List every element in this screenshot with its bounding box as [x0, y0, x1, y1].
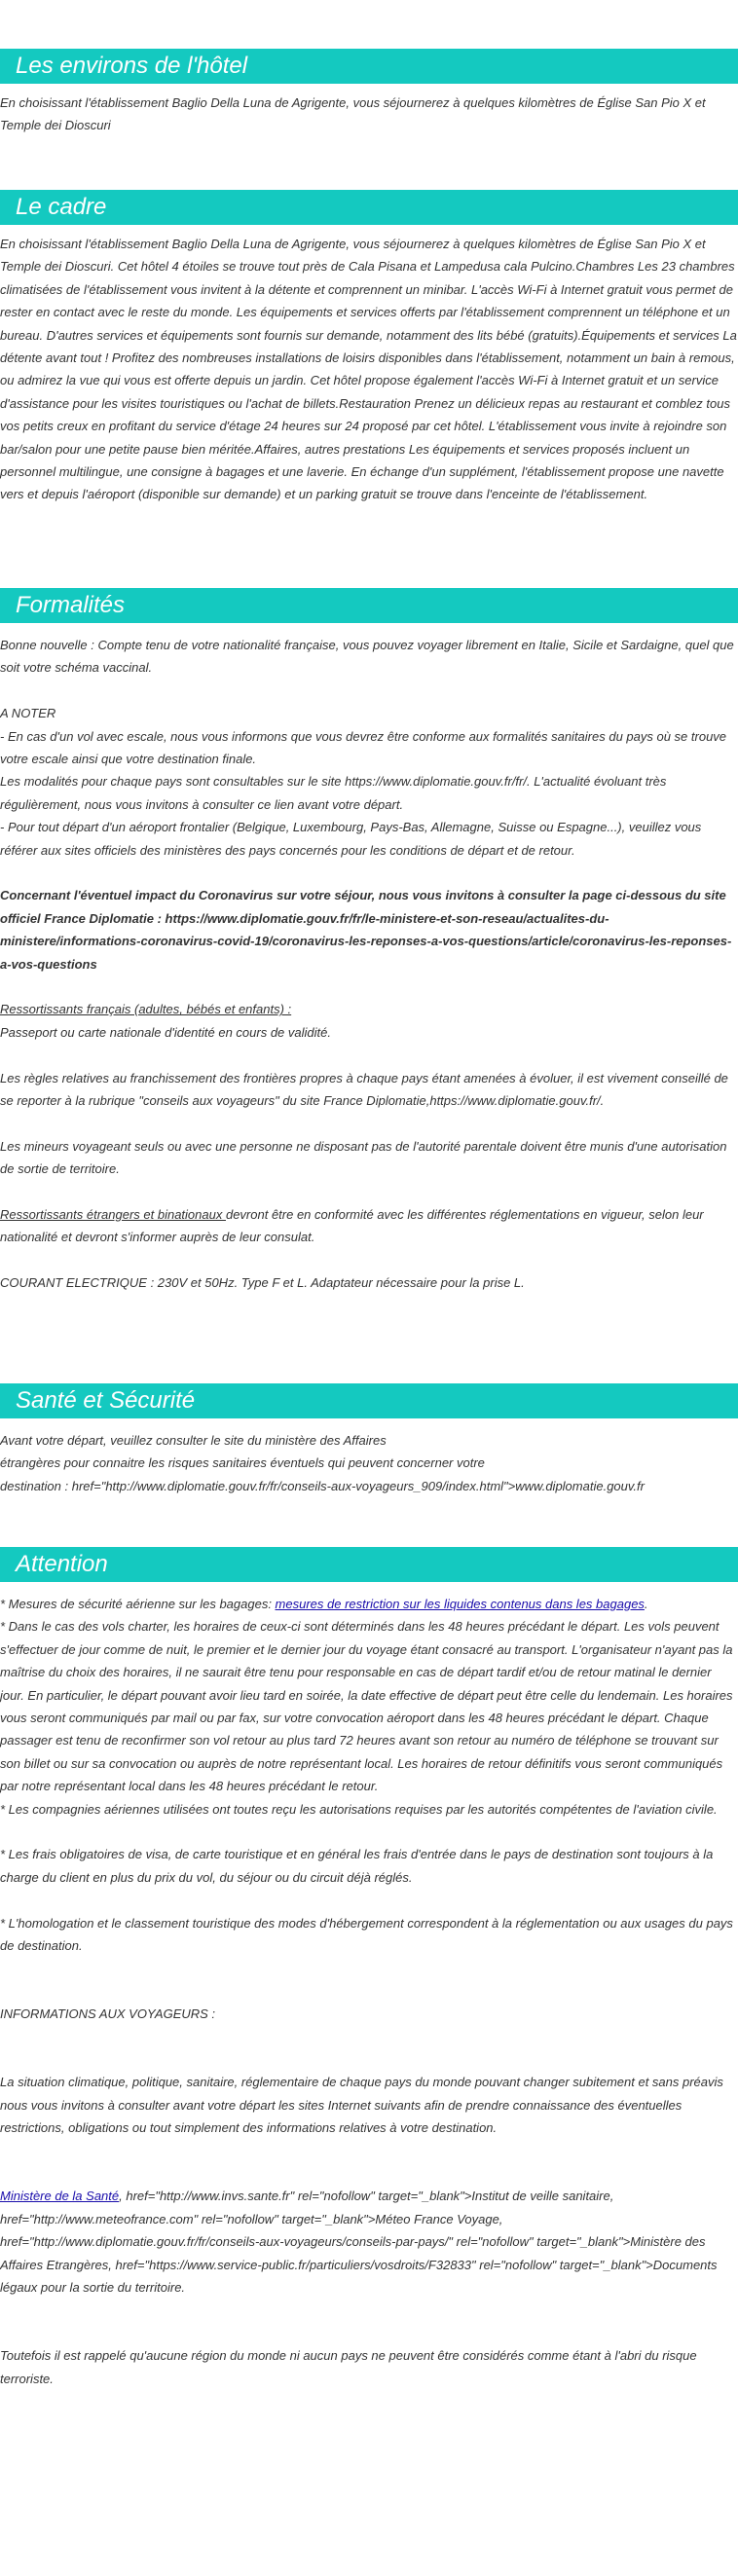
charter-flights: * Dans le cas des vols charter, les horaires de ceux-ci sont déterminés dans les 48 heures précédant le départ. Les vols peuvent s'effectuer de jour comme de nuit, le premier et le dernier jour du voyage étant consacré au transport. L'organisateur n'ayant pas la maîtrise du choix des horaires, il ne saurait être tenu pour responsable en cas de départ tardif et/ou de retour matinal le dernier jour. En particulier, le départ pouvant avoir lieu tard en soirée, la date effective de départ peut être celle du lendemain. Les horaires vous seront communiqués par mail ou par fax, sur votre convocation aéroport dans les 48 heures précédant le départ. Chaque passager est tenu de reconfirmer son vol retour au plus tard 72 heures avant son retour au numéro de téléphone se trouvant sur son billet ou sur sa convocation ou auprès de notre représentant local. Les horaires de retour définitifs vous seront communiqués par notre représentant local dans les 48 heures précédant le retour.: [0, 1619, 733, 1794]
cadre-text: En choisissant l'établissement Baglio Della Luna de Agrigente, vous séjournerez à quelques kilomètres de Église San Pio X et Temple dei Dioscuri. Cet hôtel 4 étoiles se trouve tout près de Cala Pisana et Lampedusa cala Pulcino.Chambres Les 23 chambres climatisées de l'établissement vous invitent à la détente et comprennent un minibar. L'accès Wi-Fi à Internet gratuit vous permet de rester en contact avec le reste du monde. Les équipements et services offerts par l'établissement comprennent un téléphone et un bureau. D'autres services et équipements sont fournis sur demande, notamment des lits bébé (gratuits).Équipements et services La détente avant tout ! Profitez des nombreuses installations de loisirs disponibles dans l'établissement, notamment un bain à remous, ou admirez la vue qui vous est offerte depuis un jardin. Cet hôtel propose également l'accès Wi-Fi à Internet gratuit et un service d'assistance pour les visites touristiques ou l'achat de billets.Restauration Prenez un délicieux repas au restaurant et comblez tous vos petits creux en profitant du service d'étage 24 heures sur 24 proposé par cet hôtel. L'établissement vous invite à rejoindre son bar/salon pour une petite pause bien méritée.Affaires, autres prestations Les équipements et services proposés incluent un personnel multilingue, une consigne à bagages et une laverie. En échange d'un supplément, l'établissement propose une navette vers et depuis l'aéroport (disponible sur demande) et un parking gratuit se trouve dans l'enceinte de l'établissement.: [0, 237, 737, 502]
useful-links: Ministère de la Santé, href="http://www.invs.sante.fr" rel="nofollow" target="_blank">Institut de veille sanitaire, href="http://www.meteofrance.com" rel="nofollow" target="_blank">Méteo France Voyage, href="http://www.diplomatie.gouv.fr/fr/conseils-aux-voyageurs/conseils-par-pays/" rel="nofollow" target="_blank">Ministère des Affaires Etrangères, href="https://www.service-public.fr/particuliers/vosdroits/F32833" rel="nofollow" target="_blank">Documents légaux pour la sortie du territoire.: [0, 2189, 718, 2296]
baggage-security: * Mesures de sécurité aérienne sur les bagages: mesures de restriction sur les liquides contenus dans les bagages.: [0, 1597, 648, 1611]
section-title-formalites: Formalités: [16, 592, 126, 618]
health-ministry-link[interactable]: Ministère de la Santé: [0, 2189, 120, 2204]
liquid-restrictions-link[interactable]: mesures de restriction sur les liquides contenus dans les bagages: [275, 1597, 645, 1611]
foreign-nationals: [0, 1203, 738, 1249]
attention-text: [0, 1593, 738, 2390]
section-header-formalites: [0, 588, 738, 623]
french-nationals-text: Passeport ou carte nationale d'identité en cours de validité.: [0, 1024, 331, 1040]
covid-notice: Concernant l'éventuel impact du Coronavirus sur votre séjour, nous vous invitons à consulter la page ci-dessous du site officiel France Diplomatie : https://www.diplomatie.gouv.fr/fr/le-ministere-et-son-reseau/actualites-du-ministere/informations-coronavirus-covid-19/coronavirus-les-reponses-a-vos-questions/article/coronavirus-les-reponses-a-vos-questions: [0, 888, 732, 972]
note-border-airport: - Pour tout départ d'un aéroport frontalier (Belgique, Luxembourg, Pays-Bas, Allemagne, Suisse ou Espagne...), veuillez vous référer aux sites officiels des ministères des pays concernés pour les conditions de départ et de retour.: [0, 820, 702, 858]
formalites-intro: Bonne nouvelle : Compte tenu de votre nationalité française, vous pouvez voyager librement en Italie, Sicile et Sardaigne, quel que soit votre schéma vaccinal.: [0, 638, 734, 676]
foreign-nationals-label: Ressortissants étrangers et binationaux: [0, 1207, 226, 1223]
section-header-environs: [0, 49, 738, 84]
travelers-info-label: INFORMATIONS AUX VOYAGEURS :: [0, 2006, 216, 2022]
note-label: A NOTER: [0, 706, 56, 721]
section-header-cadre: [0, 190, 738, 225]
border-rules: Les règles relatives au franchissement des frontières propres à chaque pays étant amenées à évoluer, il est vivement conseillé de se reporter à la rubrique "conseils aux voyageurs" du site France Diplomatie,https://www.diplomatie.gouv.fr/.: [0, 1070, 728, 1109]
minors-notice: Les mineurs voyageant seuls ou avec une personne ne disposant pas de l'autorité parentale doivent être munis d'une autorisation de sortie de territoire.: [0, 1138, 727, 1177]
visa-fees: * Les frais obligatoires de visa, de carte touristique et en général les frais d'entrée dans le pays de destination sont toujours à la charge du client en plus du prix du vol, du séjour ou du circuit déjà réglés.: [0, 1847, 714, 1885]
situation-warning: La situation climatique, politique, sanitaire, réglementaire de chaque pays du monde pouvant changer subitement et sans préavis: [0, 2075, 723, 2090]
section-header-sante: [0, 1383, 738, 1418]
note-modalities: Les modalités pour chaque pays sont consultables sur le site https://www.diplomatie.gouv.fr/fr/. L'actualité évoluant très régulièrement, nous vous invitons à consulter ce lien avant votre départ.: [0, 774, 667, 812]
accommodation-rating: * L'homologation et le classement touristique des modes d'hébergement correspondent à la réglementation ou aux usages du pays de destination.: [0, 1915, 733, 1954]
note-stopover: - En cas d'un vol avec escale, nous vous informons que vous devrez être conforme aux formalités sanitaires du pays où se trouve votre escale ainsi que votre destination finale.: [0, 728, 727, 767]
formalites-text: [0, 634, 738, 1295]
section-header-attention: [0, 1547, 738, 1582]
terror-risk-notice: Toutefois il est rappelé qu'aucune région du monde ni aucun pays ne peuvent être considérés comme étant à l'abri du risque terroriste.: [0, 2348, 697, 2386]
section-title-cadre: Le cadre: [16, 194, 107, 220]
sante-text: Avant votre départ, veuillez consulter le site du ministère des Affaires étrangères pour connaitre les risques sanitaires éventuels qui peuvent concerner votre destination : href="http://www.diplomatie.gouv.fr/fr/conseils-aux-voyageurs_909/index.html">www.diplomatie.gouv.fr: [0, 1433, 645, 1493]
situation-advice: nous vous invitons à consulter avant votre départ les sites Internet suivants afin de prendre connaissance des éventuelles restrictions, obligations ou tout simplement des informations relatives à votre destination.: [0, 2097, 683, 2136]
section-title-attention: Attention: [16, 1551, 108, 1577]
french-nationals-label: Ressortissants français (adultes, bébés et enfants) :: [0, 1002, 292, 1017]
foreign-nationals-text: devront être en conformité avec les différentes réglementations en vigueur, selon leur nationalité et devront s'informer auprès de leur consulat.: [0, 1207, 704, 1245]
section-title-environs: Les environs de l'hôtel: [16, 53, 248, 79]
section-title-sante: Santé et Sécurité: [16, 1387, 196, 1414]
airlines-authorisation: * Les compagnies aériennes utilisées ont toutes reçu les autorisations requises par les autorités compétentes de l'aviation civile.: [0, 1801, 718, 1817]
electric-current: COURANT ELECTRIQUE : 230V et 50Hz. Type F et L. Adaptateur nécessaire pour la prise L.: [0, 1275, 525, 1291]
environs-text: En choisissant l'établissement Baglio Della Luna de Agrigente, vous séjournerez à quelques kilomètres de Église San Pio X et Temple dei Dioscuri: [0, 95, 706, 133]
